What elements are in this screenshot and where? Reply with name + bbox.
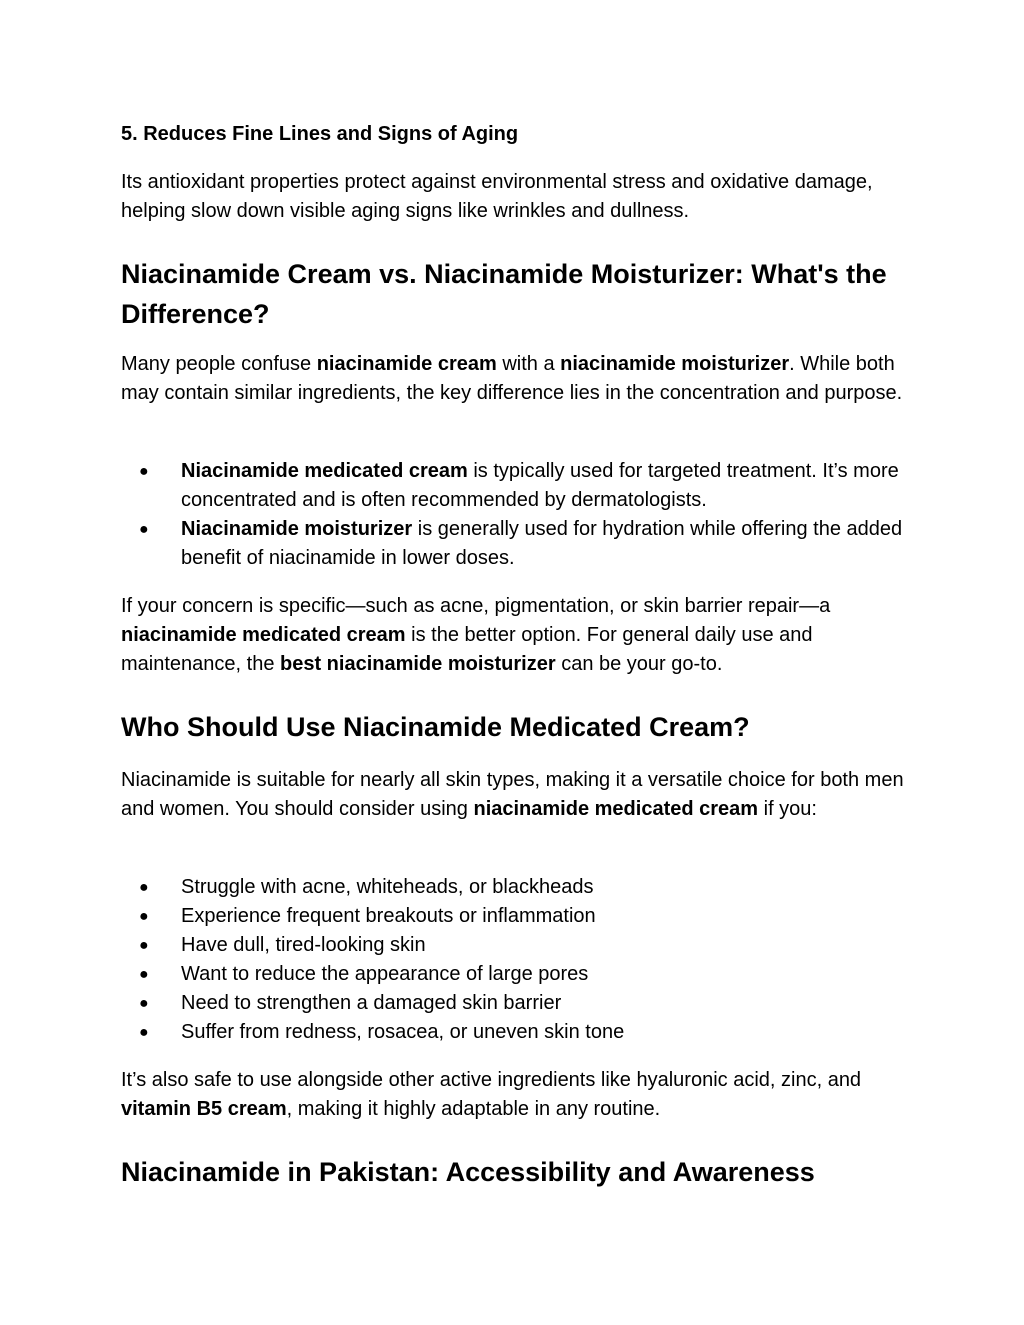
list-item-text: Experience frequent breakouts or inflammation xyxy=(181,905,596,927)
who-should-use-intro-paragraph xyxy=(121,766,911,824)
bullet-icon: ● xyxy=(139,966,149,983)
list-item xyxy=(121,873,911,902)
list-item xyxy=(121,515,911,573)
list-item-text: Struggle with acne, whiteheads, or blackheads xyxy=(181,876,594,898)
list-item xyxy=(121,989,911,1018)
bold-term: niacinamide cream xyxy=(316,353,497,375)
text-run: , making it highly adaptable in any routine. xyxy=(286,1098,661,1120)
text-run: is the better option. For general daily use and maintenance, the xyxy=(121,624,813,675)
list-item xyxy=(121,902,911,931)
text-run: with a xyxy=(496,353,561,375)
text-run: Niacinamide is suitable for nearly all skin types, making it a versatile choice for both men and women. You should consider using xyxy=(121,769,904,820)
comparison-conclusion-paragraph xyxy=(121,592,911,679)
list-item-text: is generally used for hydration while offering the added benefit of niacinamide in lower doses. xyxy=(181,518,903,569)
comparison-list xyxy=(121,457,911,573)
bullet-icon: ● xyxy=(139,908,149,925)
who-should-use-closing-paragraph xyxy=(121,1066,911,1124)
text-run: can be your go-to. xyxy=(555,653,723,675)
list-item-text: is typically used for targeted treatment. It’s more concentrated and is often recommended by dermatologists. xyxy=(181,460,899,511)
section-5-paragraph: Its antioxidant properties protect against environmental stress and oxidative damage, helping slow down visible aging signs like wrinkles and dullness. xyxy=(121,171,873,222)
text-run: Many people confuse xyxy=(121,353,317,375)
bold-term: Niacinamide medicated cream xyxy=(181,460,468,482)
who-should-use-heading: Who Should Use Niacinamide Medicated Cream? xyxy=(121,712,750,742)
bullet-icon: ● xyxy=(139,879,149,896)
comparison-intro-paragraph xyxy=(121,350,911,408)
list-item xyxy=(121,457,911,515)
bullet-icon: ● xyxy=(139,463,149,480)
list-item-text: Suffer from redness, rosacea, or uneven skin tone xyxy=(181,1021,625,1043)
pakistan-heading: Niacinamide in Pakistan: Accessibility and Awareness xyxy=(121,1157,815,1187)
who-should-use-list xyxy=(121,873,911,1047)
bold-term: Niacinamide moisturizer xyxy=(181,518,413,540)
bullet-icon: ● xyxy=(139,521,149,538)
bullet-icon: ● xyxy=(139,1024,149,1041)
text-run: . While both may contain similar ingredients, the key difference lies in the concentration and purpose. xyxy=(121,353,903,404)
list-item xyxy=(121,960,911,989)
list-item xyxy=(121,931,911,960)
comparison-heading: Niacinamide Cream vs. Niacinamide Moisturizer: What's the Difference? xyxy=(121,259,887,329)
list-item-text: Have dull, tired-looking skin xyxy=(181,934,426,956)
bold-term: niacinamide medicated cream xyxy=(473,798,759,820)
text-run: It’s also safe to use alongside other active ingredients like hyaluronic acid, zinc, and xyxy=(121,1069,862,1091)
bold-term: vitamin B5 cream xyxy=(121,1098,287,1120)
list-item xyxy=(121,1018,911,1047)
list-item-text: Want to reduce the appearance of large pores xyxy=(181,963,589,985)
bold-term: best niacinamide moisturizer xyxy=(280,653,556,675)
text-run: if you: xyxy=(758,798,817,820)
bold-term: niacinamide moisturizer xyxy=(560,353,790,375)
bold-term: niacinamide medicated cream xyxy=(121,624,406,646)
bullet-icon: ● xyxy=(139,937,149,954)
list-item-text: Need to strengthen a damaged skin barrier xyxy=(181,992,562,1014)
bullet-icon: ● xyxy=(139,995,149,1012)
text-run: If your concern is specific—such as acne, pigmentation, or skin barrier repair—a xyxy=(121,595,831,617)
section-5-heading: 5. Reduces Fine Lines and Signs of Aging xyxy=(121,123,519,145)
